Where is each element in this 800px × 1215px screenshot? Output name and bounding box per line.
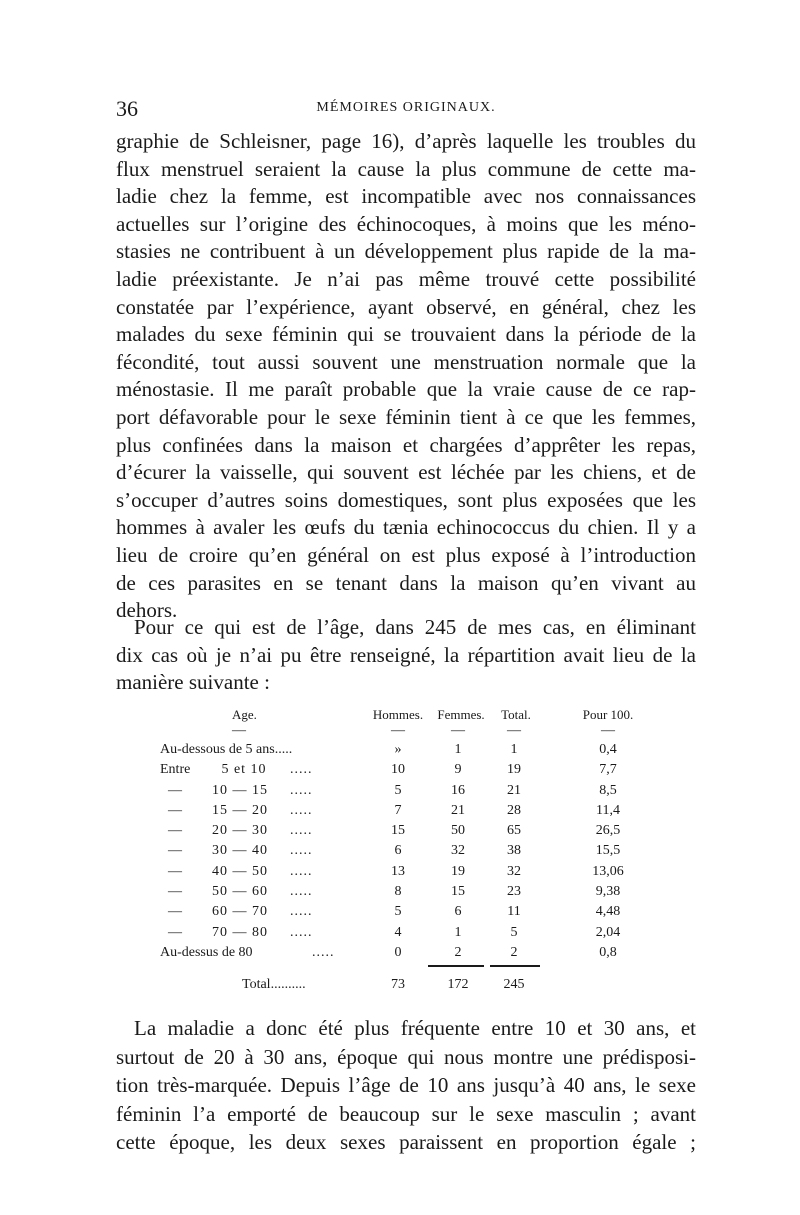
row-dots: .....	[290, 924, 313, 940]
cell-pour100: 7,7	[599, 762, 617, 778]
cell-hommes: 8	[394, 884, 402, 900]
cell-femmes: 19	[451, 863, 465, 879]
row-label: Au-dessous de 5 ans.....	[160, 742, 293, 757]
dash-hommes: —	[391, 723, 405, 738]
text-line: surtout de 20 à 30 ans, époque qui nous montre une prédisposi-	[116, 1044, 696, 1069]
row-label	[160, 862, 360, 882]
table-row	[160, 740, 660, 760]
cell-femmes: 2	[454, 944, 462, 960]
total-label: Total..........	[242, 977, 306, 993]
text-line: actuelles sur l’origine des échinocoques, à moins que les méno-	[116, 211, 696, 236]
row-dash: —	[168, 924, 182, 940]
header-total: Total.	[501, 707, 531, 722]
row-dots: .....	[290, 904, 313, 920]
text-line: Pour ce qui est de l’âge, dans 245 de mes cas, en éliminant	[134, 615, 696, 639]
cell-pour100: 0,8	[599, 944, 617, 960]
row-label	[160, 841, 360, 861]
row-label	[160, 760, 360, 780]
total-hommes: 73	[391, 977, 405, 993]
text-line: malades du sexe féminin qui se trouvaient dans la période de la	[116, 322, 696, 347]
row-range: 5 et 10	[221, 762, 267, 778]
cell-hommes: »	[394, 742, 402, 757]
row-dots: .....	[290, 802, 313, 818]
row-dash: —	[168, 884, 182, 900]
cell-total: 5	[510, 924, 518, 940]
cell-hommes: 4	[394, 924, 402, 940]
row-range: 60 — 70	[212, 904, 268, 920]
cell-pour100: 9,38	[595, 884, 621, 900]
cell-pour100: 26,5	[595, 823, 621, 839]
row-dots: .....	[290, 863, 313, 879]
cell-pour100: 2,04	[595, 924, 621, 940]
cell-hommes: 0	[394, 944, 402, 960]
cell-femmes: 32	[451, 843, 465, 859]
table-row	[160, 760, 660, 780]
header-pour100: Pour 100.	[582, 707, 634, 722]
row-dash: —	[168, 802, 182, 818]
table-row	[160, 781, 660, 801]
row-range: 70 — 80	[212, 924, 268, 940]
page-number: 36	[116, 96, 138, 121]
table-row	[160, 801, 660, 821]
text-line: ladie chez la femme, est incompatible avec nos connaissances	[116, 184, 696, 209]
text-line: port défavorable pour le sexe féminin tient à ce que les femmes,	[116, 404, 696, 429]
row-range: 40 — 50	[212, 863, 268, 879]
paragraph-1	[116, 128, 696, 625]
cell-hommes: 6	[394, 843, 402, 859]
row-dash: —	[168, 904, 182, 920]
text-line: de ces parasites en se tenant dans la maison qu’en vivant au	[116, 570, 696, 595]
text-line: dehors.	[116, 598, 178, 623]
row-range: 20 — 30	[212, 823, 268, 839]
row-label	[160, 943, 360, 963]
text-line: s’occuper d’autres soins domestiques, sont plus exposées que les	[116, 487, 696, 512]
row-dots: .....	[290, 843, 313, 859]
row-dash: —	[168, 863, 182, 879]
cell-total: 2	[510, 944, 518, 960]
row-label	[160, 902, 360, 922]
table-row	[160, 821, 660, 841]
cell-hommes: 13	[391, 863, 405, 879]
header-hommes: Hommes.	[372, 707, 424, 722]
header-femmes: Femmes.	[437, 707, 485, 722]
cell-total: 38	[507, 843, 521, 859]
dash-femmes: —	[451, 723, 465, 738]
cell-pour100: 11,4	[596, 802, 620, 818]
cell-hommes: 10	[391, 762, 405, 778]
text-line: d’écurer la vaisselle, qui souvent est léchée par les chiens, et de	[116, 460, 696, 485]
cell-femmes: 1	[454, 924, 462, 940]
table-row	[160, 902, 660, 922]
cell-femmes: 6	[454, 904, 462, 920]
table-row	[160, 943, 660, 963]
total-row	[160, 975, 660, 995]
cell-pour100: 4,48	[595, 904, 621, 920]
page-header	[116, 96, 696, 120]
cell-femmes: 1	[454, 742, 462, 757]
cell-hommes: 5	[394, 782, 402, 798]
dash-age: —	[232, 723, 246, 738]
header-dash-row	[160, 723, 660, 740]
text-line: fécondité, tout aussi souvent une menstruation normale que la	[116, 349, 696, 374]
row-range: 30 — 40	[212, 843, 268, 859]
cell-total: 11	[507, 904, 521, 920]
table-row	[160, 923, 660, 943]
cell-femmes: 16	[451, 782, 465, 798]
row-range: 10 — 15	[212, 782, 268, 798]
row-dots: .....	[290, 823, 313, 839]
text-line: La maladie a donc été plus fréquente entre 10 et 30 ans, et	[134, 1016, 696, 1040]
cell-femmes: 9	[454, 762, 462, 778]
row-range: 15 — 20	[212, 802, 268, 818]
row-dash: —	[168, 843, 182, 859]
text-line: lieu de croire qu’en général on est plus exposé à l’introduction	[116, 542, 696, 567]
row-dots: .....	[290, 782, 313, 798]
text-line: ladie préexistante. Je n’ai pas même trouvé cette possibilité	[116, 266, 696, 291]
total-rule-femmes	[428, 965, 484, 967]
paragraph-2	[116, 614, 696, 697]
row-range: 50 — 60	[212, 884, 268, 900]
cell-total: 32	[507, 863, 521, 879]
cell-pour100: 13,06	[592, 863, 624, 879]
row-label-prefix: Entre	[160, 762, 191, 778]
cell-total: 1	[510, 742, 518, 757]
row-label	[160, 882, 360, 902]
text-line: manière suivante :	[116, 670, 270, 695]
cell-femmes: 21	[451, 802, 465, 818]
table-row	[160, 862, 660, 882]
header-age: Age.	[232, 707, 257, 722]
row-dots: .....	[290, 762, 313, 778]
text-line: dix cas où je n’ai pu être renseigné, la répartition avait lieu de la	[116, 642, 696, 667]
row-dots: .....	[290, 884, 313, 900]
total-rule-total	[490, 965, 540, 967]
text-line: hommes à avaler les œufs du tænia echinococcus du chien. Il y a	[116, 515, 696, 540]
cell-total: 28	[507, 802, 521, 818]
cell-total: 23	[507, 884, 521, 900]
cell-pour100: 8,5	[599, 782, 617, 798]
dash-total: —	[507, 723, 521, 738]
row-dash: —	[168, 782, 182, 798]
running-head: MÉMOIRES ORIGINAUX.	[316, 100, 496, 115]
cell-hommes: 7	[394, 802, 402, 818]
text-line: plus confinées dans la maison et chargées d’apprêter les repas,	[116, 432, 696, 457]
row-label	[160, 801, 360, 821]
cell-total: 21	[507, 782, 521, 798]
row-dots: .....	[312, 944, 335, 960]
text-line: cette époque, les deux sexes paraissent en proportion égale ;	[116, 1130, 696, 1155]
cell-pour100: 0,4	[599, 742, 617, 757]
total-femmes: 172	[447, 977, 469, 993]
table-row	[160, 841, 660, 861]
dash-pour100: —	[601, 723, 615, 738]
text-line: féminin l’a emporté de beaucoup sur le sexe masculin ; avant	[116, 1101, 696, 1126]
row-dash: —	[168, 823, 182, 839]
total-rule-row	[160, 963, 660, 971]
text-line: constatée par l’expérience, ayant observé, en général, chez les	[116, 294, 696, 319]
table-row	[160, 882, 660, 902]
paragraph-3	[116, 1014, 696, 1157]
cell-pour100: 15,5	[595, 843, 621, 859]
row-label	[160, 923, 360, 943]
cell-hommes: 15	[391, 823, 405, 839]
row-label-text: Au-dessus de 80	[160, 944, 253, 960]
row-label	[160, 821, 360, 841]
cell-total: 19	[507, 762, 521, 778]
text-line: ménostasie. Il me paraît probable que la vraie cause de ce rap-	[116, 377, 696, 402]
row-label	[160, 781, 360, 801]
cell-hommes: 5	[394, 904, 402, 920]
cell-femmes: 50	[451, 823, 465, 839]
text-line: stasies ne contribuent à un développement plus rapide de la ma-	[116, 239, 696, 264]
text-line: flux menstruel seraient la cause la plus commune de cette ma-	[116, 156, 696, 181]
age-distribution-table	[160, 704, 660, 996]
cell-total: 65	[507, 823, 521, 839]
text-line: tion très-marquée. Depuis l’âge de 10 ans jusqu’à 40 ans, le sexe	[116, 1073, 696, 1098]
text-line: graphie de Schleisner, page 16), d’après laquelle les troubles du	[116, 129, 696, 153]
total-total: 245	[503, 977, 525, 993]
cell-femmes: 15	[451, 884, 465, 900]
